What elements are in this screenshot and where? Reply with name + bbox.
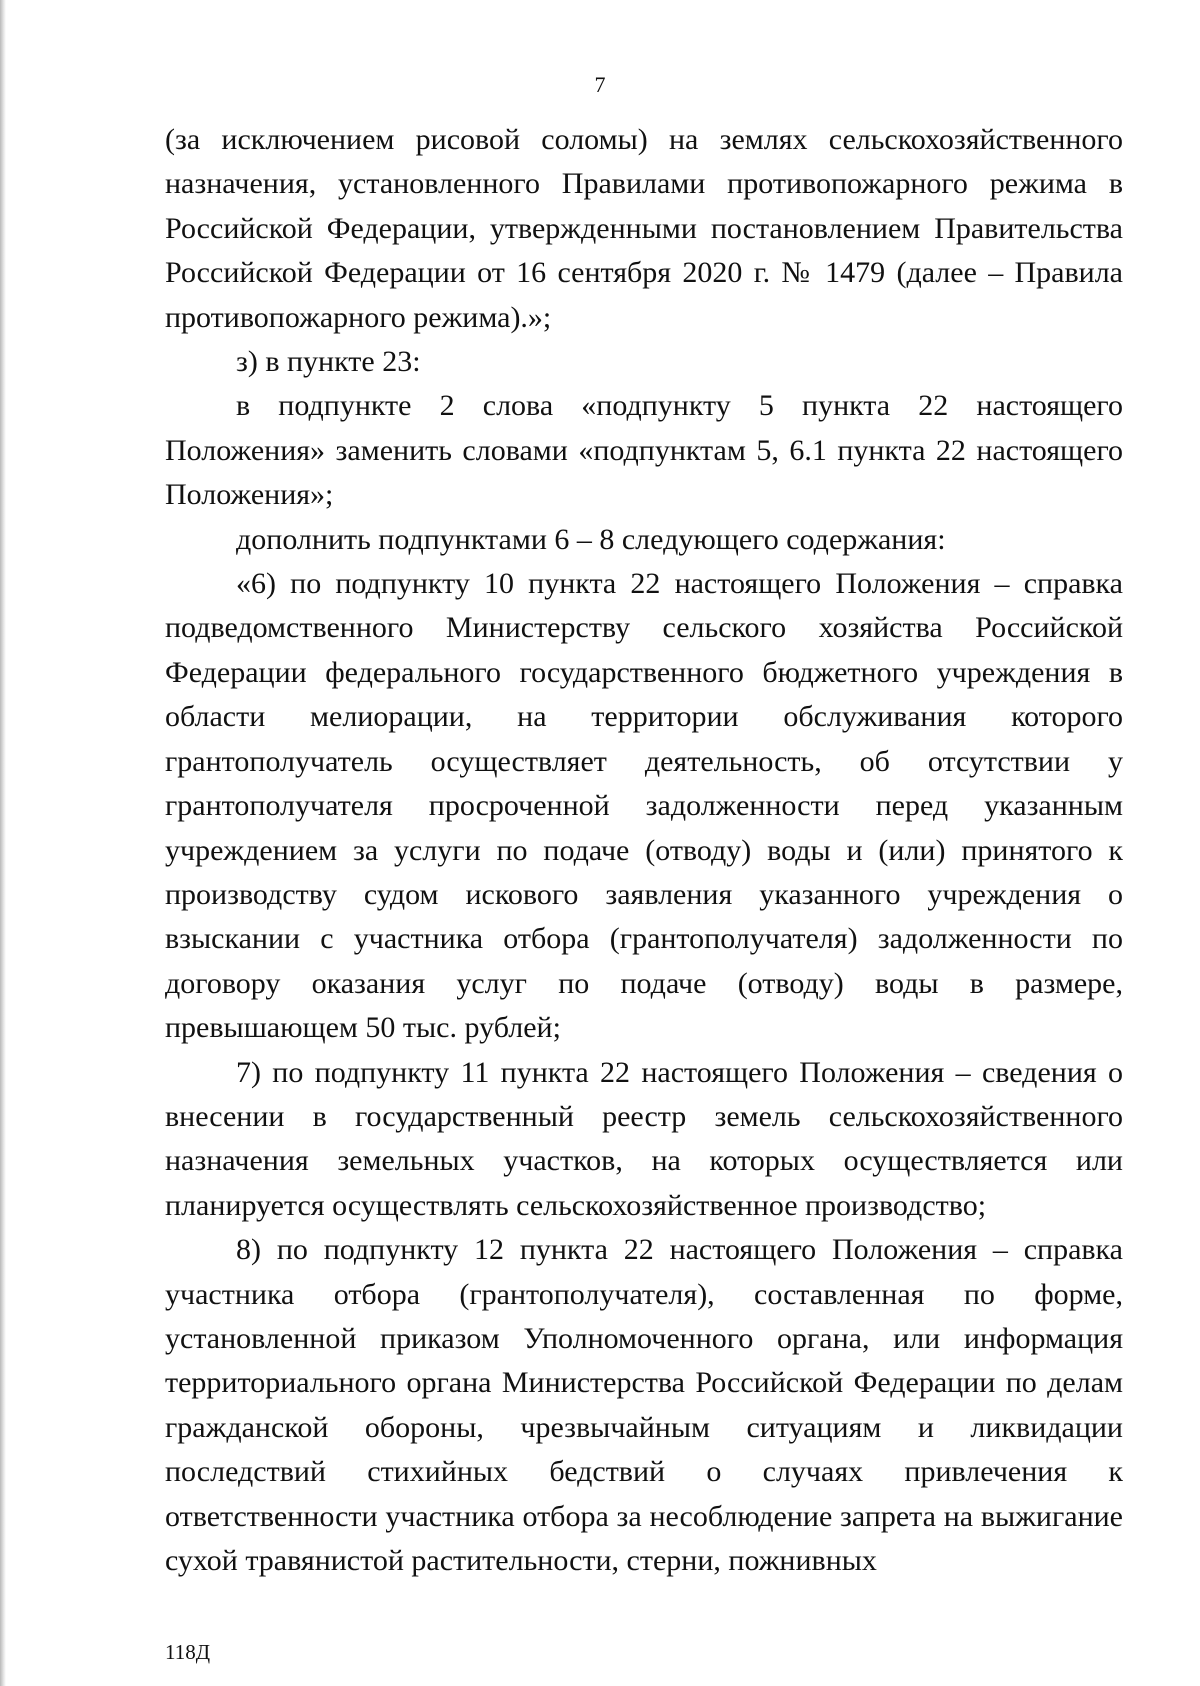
- paragraph-add-subitems: дополнить подпунктами 6 – 8 следующего содержания:: [236, 522, 946, 556]
- footer-document-code: 118Д: [165, 1640, 211, 1664]
- paragraph-continuation: (за исключением рисовой соломы) на землях сельскохозяйственного назначения, установленного Правилами противопожарного режима в Российской Федерации, утвержденными постановлением Правительства Российской Федерации от 16 сентября 2020 г. № 1479 (далее – Правила противопожарного режима).»;: [165, 123, 1123, 334]
- paragraph-subitem-8: 8) по подпункту 12 пункта 22 настоящего Положения – справка участника отбора (грантополучателя), составленная по форме, установленной приказом Уполномоченного органа, или информация территориального органа Министерства Российской Федерации по делам гражданской обороны, чрезвычайным ситуациям и ликвидации последствий стихийных бедствий о случаях привлечения к ответственности участника отбора за несоблюдение запрета на выжигание сухой травянистой растительности, стерни, пожнивных: [165, 1233, 1123, 1577]
- paragraph-subitem-2-amendment: в подпункте 2 слова «подпункту 5 пункта 22 настоящего Положения» заменить словами «подпунктам 5, 6.1 пункта 22 настоящего Положения»;: [165, 389, 1123, 512]
- page-number: 7: [594, 72, 606, 97]
- paragraph-subitem-6: «6) по подпункту 10 пункта 22 настоящего Положения – справка подведомственного Министерству сельского хозяйства Российской Федерации федерального государственного бюджетного учреждения в области мелиорации, на территории обслуживания которого грантополучатель осуществляет деятельность, об отсутствии у грантополучателя просроченной задолженности перед указанным учреждением за услуги по подаче (отводу) воды и (или) принятого к производству судом искового заявления указанного учреждения о взыскании с участника отбора (грантополучателя) задолженности по договору оказания услуг по подаче (отводу) воды в размере, превышающем 50 тыс. рублей;: [165, 567, 1123, 1045]
- paragraph-item-z: з) в пункте 23:: [236, 345, 421, 379]
- document-body: [165, 118, 1123, 1583]
- paragraph-subitem-7: 7) по подпункту 11 пункта 22 настоящего Положения – сведения о внесении в государственный реестр земель сельскохозяйственного назначения земельных участков, на которых осуществляется или планируется осуществлять сельскохозяйственное производство;: [165, 1055, 1123, 1222]
- scan-edge-shadow: [0, 0, 6, 1686]
